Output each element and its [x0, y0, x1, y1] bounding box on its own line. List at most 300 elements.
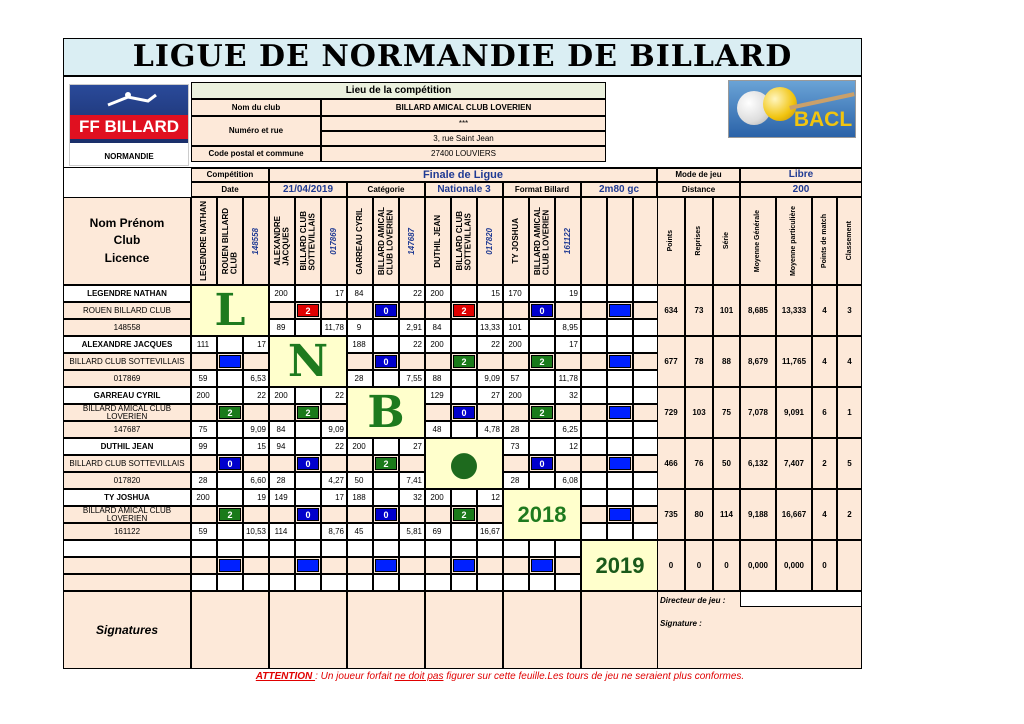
- match-points-box: [375, 559, 397, 572]
- match-cell: [633, 506, 659, 523]
- match-average: 6,53: [243, 370, 269, 387]
- match-cell: [191, 540, 217, 557]
- stat-header-label: Points: [667, 230, 675, 252]
- match-average: 10,53: [243, 523, 269, 540]
- match-cell: [451, 489, 477, 506]
- match-cell: [451, 319, 477, 336]
- match-cell: [529, 540, 555, 557]
- column-header-cell: [503, 197, 529, 285]
- match-cell: [399, 574, 425, 591]
- match-cell: [269, 557, 295, 574]
- match-points: 200: [347, 438, 373, 455]
- match-cell: [217, 421, 243, 438]
- diagonal-mark: ●: [449, 443, 479, 484]
- match-cell: [295, 489, 321, 506]
- match-points-box: 2: [453, 355, 475, 368]
- match-reprises: 28: [503, 472, 529, 489]
- header-name-label: Nom Prénom: [89, 215, 165, 230]
- match-cell: [607, 523, 633, 540]
- player-club: BILLARD AMICAL CLUB LOVERIEN: [63, 506, 191, 523]
- match-reprises: 84: [269, 421, 295, 438]
- diagonal-cell: [503, 489, 581, 540]
- match-average: 7,41: [399, 472, 425, 489]
- categorie-label: Catégorie: [347, 182, 425, 197]
- directeur-field[interactable]: [740, 591, 862, 607]
- stat-header: [776, 197, 812, 285]
- match-cell: [633, 523, 659, 540]
- match-points-box: [609, 304, 631, 317]
- signature-cell[interactable]: [503, 591, 581, 669]
- match-cell: [529, 319, 555, 336]
- match-points: 149: [269, 489, 295, 506]
- column-player-club: ROUEN BILLARD CLUB: [220, 207, 238, 275]
- stat-header: [812, 197, 837, 285]
- signature-cell[interactable]: [347, 591, 425, 669]
- match-series: 22: [399, 285, 425, 302]
- match-cell: [607, 472, 633, 489]
- match-cell: [633, 319, 659, 336]
- match-average: 8,95: [555, 319, 581, 336]
- categorie-value: Nationale 3: [425, 182, 503, 197]
- match-average: 7,55: [399, 370, 425, 387]
- empty-player-name: [63, 540, 191, 557]
- match-points-box: 2: [531, 406, 553, 419]
- diagonal-mark: N: [287, 336, 329, 387]
- match-reprises: 89: [269, 319, 295, 336]
- stat-header-label: Points de match: [820, 213, 828, 269]
- player-stat: 3: [837, 285, 862, 336]
- match-cell: [607, 285, 633, 302]
- bacl-text: BACL: [793, 108, 853, 131]
- match-cell: [477, 506, 503, 523]
- match-cell: [529, 336, 555, 353]
- match-cell: [633, 387, 659, 404]
- attention-text-1: : Un joueur forfait: [315, 671, 395, 682]
- match-cell: [373, 319, 399, 336]
- diagonal-mark: B: [367, 387, 405, 438]
- match-points: 200: [425, 489, 451, 506]
- match-cell: [477, 353, 503, 370]
- column-player-lic: 017869: [328, 227, 338, 255]
- signature-label: Signature :: [660, 619, 702, 628]
- match-series: 12: [477, 489, 503, 506]
- match-cell: [399, 302, 425, 319]
- match-series: 15: [243, 438, 269, 455]
- match-cell: [321, 574, 347, 591]
- format-value: 2m80 gc: [581, 182, 657, 197]
- signature-cell[interactable]: [425, 591, 503, 669]
- match-cell: [581, 489, 607, 506]
- match-cell: [633, 336, 659, 353]
- player-club: BILLARD CLUB SOTTEVILLAIS: [63, 353, 191, 370]
- match-cell: [581, 302, 607, 319]
- match-points: 94: [269, 438, 295, 455]
- player-stat: 5: [837, 438, 862, 489]
- match-points: 188: [347, 489, 373, 506]
- column-header-cell: [607, 197, 633, 285]
- stat-header: [685, 197, 713, 285]
- match-cell: [191, 506, 217, 523]
- player-stat: 0: [713, 540, 740, 591]
- match-cell: [581, 506, 607, 523]
- match-average: 9,09: [243, 421, 269, 438]
- empty-player-licence: [63, 574, 191, 591]
- diagonal-mark: 2019: [595, 552, 645, 578]
- match-series: 22: [321, 438, 347, 455]
- match-reprises: 75: [191, 421, 217, 438]
- match-series: 22: [477, 336, 503, 353]
- player-stat: 8,685: [740, 285, 776, 336]
- match-cell: [269, 574, 295, 591]
- match-cell: [295, 574, 321, 591]
- match-points-box: [219, 559, 241, 572]
- match-cell: [295, 472, 321, 489]
- match-cell: [555, 353, 581, 370]
- match-cell: [581, 353, 607, 370]
- rue-label: Numéro et rue: [191, 116, 321, 146]
- player-stat: 677: [657, 336, 685, 387]
- match-cell: [425, 353, 451, 370]
- distance-value: 200: [740, 182, 862, 197]
- match-cell: [243, 455, 269, 472]
- match-cell: [503, 455, 529, 472]
- diagonal-cell: [269, 336, 347, 387]
- match-points: 99: [191, 438, 217, 455]
- match-cell: [503, 404, 529, 421]
- player-licence: 161122: [63, 523, 191, 540]
- player-silhouette-icon: [98, 91, 158, 111]
- player-name: LEGENDRE NATHAN: [63, 285, 191, 302]
- club-label: Nom du club: [191, 99, 321, 116]
- match-cell: [295, 438, 321, 455]
- lieu-header: Lieu de la compétition: [191, 82, 606, 99]
- match-reprises: 28: [191, 472, 217, 489]
- match-cell: [191, 353, 217, 370]
- match-cell: [425, 506, 451, 523]
- player-stat: 80: [685, 489, 713, 540]
- player-stat: 7,078: [740, 387, 776, 438]
- match-cell: [373, 285, 399, 302]
- distance-label: Distance: [657, 182, 740, 197]
- match-series: 27: [399, 438, 425, 455]
- match-series: 19: [243, 489, 269, 506]
- match-cell: [321, 540, 347, 557]
- match-cell: [425, 302, 451, 319]
- player-stat: 50: [713, 438, 740, 489]
- match-cell: [295, 540, 321, 557]
- match-points-box: 0: [219, 457, 241, 470]
- player-stat: 634: [657, 285, 685, 336]
- player-name: TY JOSHUA: [63, 489, 191, 506]
- match-series: 32: [399, 489, 425, 506]
- match-cell: [529, 574, 555, 591]
- stat-header: [740, 197, 776, 285]
- match-cell: [581, 438, 607, 455]
- column-player-club: BILLARD CLUB SOTTEVILLAIS: [298, 211, 316, 271]
- player-stat: 114: [713, 489, 740, 540]
- match-cell: [581, 421, 607, 438]
- stat-header-label: Série: [722, 232, 730, 250]
- header-left: [63, 197, 191, 285]
- player-stat: 0,000: [776, 540, 812, 591]
- player-stat: [837, 540, 862, 591]
- player-stat: 0: [812, 540, 837, 591]
- match-cell: [503, 574, 529, 591]
- rue-value-1: ***: [321, 116, 606, 131]
- match-series: 17: [243, 336, 269, 353]
- column-header-cell: [451, 197, 477, 285]
- match-points-box: 2: [297, 406, 319, 419]
- match-average: 9,09: [477, 370, 503, 387]
- column-header-cell: [425, 197, 451, 285]
- match-cell: [217, 523, 243, 540]
- match-cell: [581, 404, 607, 421]
- match-cell: [529, 438, 555, 455]
- match-cell: [217, 574, 243, 591]
- match-cell: [555, 455, 581, 472]
- player-name: DUTHIL JEAN: [63, 438, 191, 455]
- match-cell: [451, 370, 477, 387]
- match-average: 4,27: [321, 472, 347, 489]
- column-header-cell: [243, 197, 269, 285]
- match-cell: [503, 557, 529, 574]
- match-cell: [607, 319, 633, 336]
- club-value: BILLARD AMICAL CLUB LOVERIEN: [321, 99, 606, 116]
- match-average: 6,25: [555, 421, 581, 438]
- match-cell: [607, 421, 633, 438]
- match-average: 9,09: [321, 421, 347, 438]
- match-points-box: [531, 559, 553, 572]
- match-average: 13,33: [477, 319, 503, 336]
- match-cell: [425, 557, 451, 574]
- match-cell: [321, 557, 347, 574]
- column-player-club: BILLARD AMICAL CLUB LOVERIEN: [376, 206, 394, 276]
- diagonal-cell: [191, 285, 269, 336]
- match-cell: [555, 540, 581, 557]
- match-cell: [633, 370, 659, 387]
- match-cell: [477, 404, 503, 421]
- competition-value: Finale de Ligue: [269, 168, 657, 182]
- match-cell: [295, 421, 321, 438]
- match-series: 17: [321, 285, 347, 302]
- match-points: 84: [347, 285, 373, 302]
- match-cell: [243, 557, 269, 574]
- page-title: LIGUE DE NORMANDIE DE BILLARD: [63, 38, 862, 76]
- player-name: ALEXANDRE JACQUES: [63, 336, 191, 353]
- match-cell: [633, 438, 659, 455]
- match-reprises: 9: [347, 319, 373, 336]
- match-reprises: 28: [269, 472, 295, 489]
- diagonal-mark: 2018: [517, 501, 567, 527]
- signature-cell[interactable]: [269, 591, 347, 669]
- signature-cell[interactable]: [581, 591, 659, 669]
- player-stat: 6,132: [740, 438, 776, 489]
- column-header-cell: [477, 197, 503, 285]
- match-cell: [607, 489, 633, 506]
- match-points-box: 0: [297, 508, 319, 521]
- match-series: 12: [555, 438, 581, 455]
- match-cell: [243, 404, 269, 421]
- column-header-cell: [217, 197, 243, 285]
- match-points-box: 0: [453, 406, 475, 419]
- match-cell: [399, 506, 425, 523]
- match-cell: [373, 438, 399, 455]
- diagonal-mark: L: [214, 285, 246, 336]
- match-cell: [347, 574, 373, 591]
- match-cell: [191, 557, 217, 574]
- match-points-box: [609, 355, 631, 368]
- attention-note: [140, 671, 860, 685]
- match-points-box: 2: [453, 304, 475, 317]
- column-header-cell: [347, 197, 373, 285]
- match-reprises: 45: [347, 523, 373, 540]
- match-points: 111: [191, 336, 217, 353]
- player-stat: 466: [657, 438, 685, 489]
- match-cell: [321, 302, 347, 319]
- match-cell: [425, 540, 451, 557]
- attention-label: ATTENTION: [255, 671, 316, 682]
- match-cell: [451, 574, 477, 591]
- match-cell: [529, 387, 555, 404]
- match-points-box: 2: [453, 508, 475, 521]
- stat-header-label: Moyenne particulière: [790, 205, 798, 277]
- match-cell: [347, 302, 373, 319]
- match-average: 11,78: [555, 370, 581, 387]
- match-cell: [347, 557, 373, 574]
- match-points-box: 2: [297, 304, 319, 317]
- match-cell: [451, 523, 477, 540]
- player-stat: 1: [837, 387, 862, 438]
- match-points-box: 0: [375, 355, 397, 368]
- player-club: ROUEN BILLARD CLUB: [63, 302, 191, 319]
- match-reprises: 84: [425, 319, 451, 336]
- cp-value: 27400 LOUVIERS: [321, 146, 606, 162]
- player-stat: 13,333: [776, 285, 812, 336]
- stat-header: [657, 197, 685, 285]
- match-cell: [347, 353, 373, 370]
- match-cell: [529, 285, 555, 302]
- match-reprises: 59: [191, 523, 217, 540]
- match-reprises: 59: [191, 370, 217, 387]
- diagonal-cell: [347, 387, 425, 438]
- match-cell: [347, 540, 373, 557]
- signature-cell[interactable]: [191, 591, 269, 669]
- match-cell: [373, 489, 399, 506]
- match-cell: [633, 285, 659, 302]
- match-cell: [243, 506, 269, 523]
- ffbillard-region: NORMANDIE: [104, 151, 154, 161]
- match-cell: [373, 523, 399, 540]
- player-club: BILLARD CLUB SOTTEVILLAIS: [63, 455, 191, 472]
- match-cell: [581, 523, 607, 540]
- match-cell: [295, 319, 321, 336]
- match-cell: [607, 336, 633, 353]
- match-cell: [503, 540, 529, 557]
- match-cell: [243, 574, 269, 591]
- match-points: 200: [269, 387, 295, 404]
- player-stat: 2: [837, 489, 862, 540]
- stat-header: [713, 197, 740, 285]
- match-points-box: 2: [219, 508, 241, 521]
- match-average: 11,78: [321, 319, 347, 336]
- player-stat: 0: [657, 540, 685, 591]
- match-cell: [581, 336, 607, 353]
- mode-label: Mode de jeu: [657, 168, 740, 182]
- player-licence: 017869: [63, 370, 191, 387]
- match-points: 200: [425, 336, 451, 353]
- match-cell: [581, 472, 607, 489]
- match-cell: [243, 353, 269, 370]
- match-points-box: [609, 508, 631, 521]
- match-cell: [451, 421, 477, 438]
- match-reprises: 50: [347, 472, 373, 489]
- match-points: 170: [503, 285, 529, 302]
- match-cell: [399, 353, 425, 370]
- match-reprises: 28: [347, 370, 373, 387]
- match-cell: [451, 387, 477, 404]
- match-cell: [191, 455, 217, 472]
- match-cell: [633, 489, 659, 506]
- column-player-name: DUTHIL JEAN: [432, 214, 442, 268]
- match-average: 6,60: [243, 472, 269, 489]
- match-cell: [425, 404, 451, 421]
- match-cell: [477, 557, 503, 574]
- diagonal-cell: [581, 540, 659, 591]
- match-average: 16,67: [477, 523, 503, 540]
- column-header-cell: [191, 197, 217, 285]
- match-cell: [321, 455, 347, 472]
- player-stat: 78: [685, 336, 713, 387]
- match-cell: [321, 404, 347, 421]
- match-cell: [633, 472, 659, 489]
- match-series: 15: [477, 285, 503, 302]
- match-series: 22: [399, 336, 425, 353]
- match-series: 22: [243, 387, 269, 404]
- match-points-box: [297, 559, 319, 572]
- match-points-box: [609, 406, 631, 419]
- match-points-box: 2: [531, 355, 553, 368]
- player-stat: 0,000: [740, 540, 776, 591]
- column-player-name: ALEXANDRE JACQUES: [272, 216, 290, 266]
- match-cell: [477, 574, 503, 591]
- match-cell: [451, 336, 477, 353]
- player-licence: 148558: [63, 319, 191, 336]
- match-points: 200: [503, 387, 529, 404]
- column-player-lic: 017820: [484, 227, 494, 255]
- match-cell: [555, 404, 581, 421]
- match-cell: [269, 302, 295, 319]
- player-stat: 101: [713, 285, 740, 336]
- ffbillard-brand: FF BILLARD: [70, 115, 188, 139]
- match-cell: [399, 557, 425, 574]
- empty-player-club: [63, 557, 191, 574]
- match-cell: [347, 455, 373, 472]
- column-header-cell: [321, 197, 347, 285]
- match-cell: [555, 557, 581, 574]
- match-cell: [373, 336, 399, 353]
- match-cell: [529, 472, 555, 489]
- match-points: 200: [503, 336, 529, 353]
- match-series: 27: [477, 387, 503, 404]
- match-cell: [555, 302, 581, 319]
- column-header-cell: [399, 197, 425, 285]
- mode-value: Libre: [740, 168, 862, 182]
- match-cell: [217, 489, 243, 506]
- player-stat: 6: [812, 387, 837, 438]
- player-club: BILLARD AMICAL CLUB LOVERIEN: [63, 404, 191, 421]
- player-stat: 75: [713, 387, 740, 438]
- column-player-name: LEGENDRE NATHAN: [198, 201, 208, 281]
